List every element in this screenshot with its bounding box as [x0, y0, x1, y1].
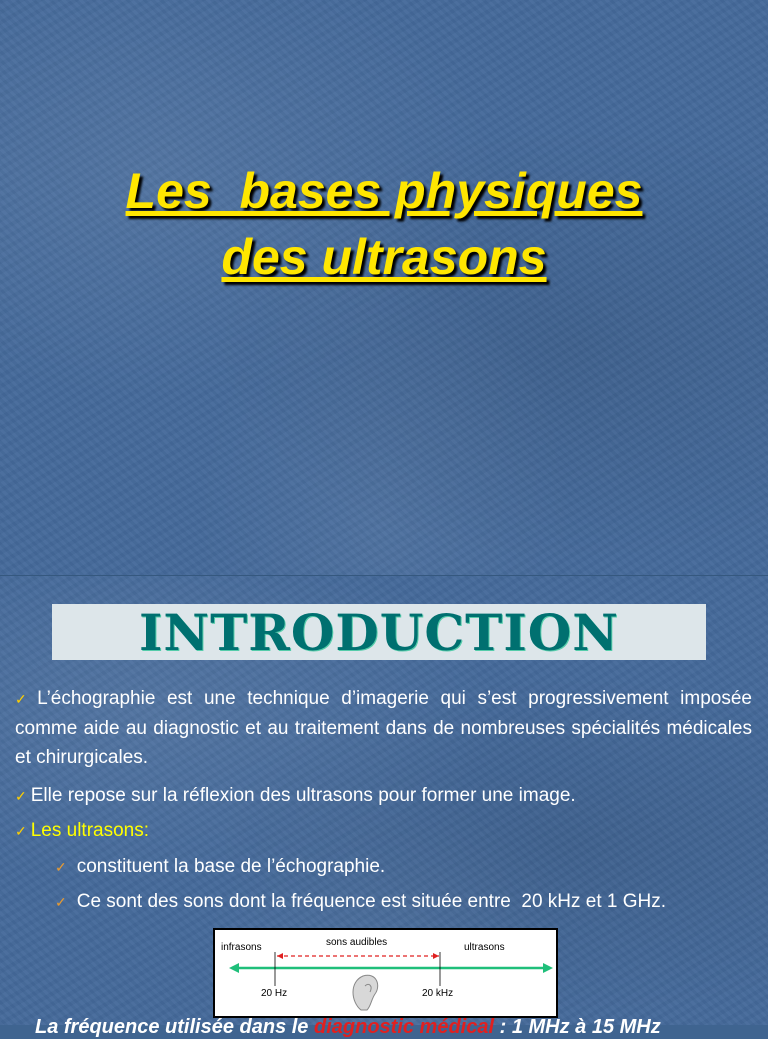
ultrasons-label: ultrasons [464, 942, 505, 953]
sons-audibles-label: sons audibles [326, 937, 388, 948]
sub-bullet-frequence [55, 887, 752, 917]
frequency-usage-text [35, 1016, 661, 1039]
sub-bullet-base [55, 852, 752, 882]
checkmark-icon: ✓ [15, 823, 27, 839]
tick-20hz-label: 20 Hz [261, 988, 288, 999]
frequency-spectrum-diagram [213, 928, 558, 1018]
audible-left-arrowhead [277, 953, 283, 959]
introduction-slide [0, 575, 768, 1038]
sub1-text: constituent la base de l’échographie. [76, 856, 386, 877]
bullet2-text: Elle repose sur la réflexion des ultrasons pour former une image. [30, 785, 576, 806]
bullet1-text: L’échographie est une technique d’imagerie qui s’est progressivement imposée comme aide au diagnostic et au traitement dans de nombreuses spécialités médicales et chirurgicales. [15, 688, 753, 768]
ear-icon [353, 975, 378, 1010]
bullet-ultrasons [15, 816, 752, 846]
tick-20khz-label: 20 kHz [422, 988, 454, 999]
usage-text-3: : 1 MHz à 15 MHz [494, 1016, 661, 1038]
usage-text-2: diagnostic médical [313, 1016, 495, 1038]
infrasons-label: infrasons [221, 942, 262, 953]
audible-right-arrowhead [433, 953, 439, 959]
slide-title [0, 158, 768, 290]
introduction-heading: INTRODUCTION [138, 603, 620, 662]
checkmark-icon: ✓ [55, 859, 67, 875]
heading-banner [52, 604, 706, 660]
axis-right-arrowhead [543, 963, 553, 973]
bullet-reflexion [15, 781, 752, 811]
axis-left-arrowhead [229, 963, 239, 973]
spectrum-svg [215, 930, 556, 1016]
checkmark-icon: ✓ [15, 691, 34, 707]
bullet3-text: Les ultrasons: [30, 820, 150, 841]
checkmark-icon: ✓ [15, 788, 27, 804]
bullet-echographie [15, 684, 752, 772]
title-line-2: des ultrasons [221, 229, 547, 285]
title-line-1: Les bases physiques [125, 163, 643, 219]
usage-text-1: La fréquence utilisée dans le [35, 1016, 314, 1038]
checkmark-icon: ✓ [55, 894, 67, 910]
sub2-text: Ce sont des sons dont la fréquence est située entre 20 kHz et 1 GHz. [76, 891, 667, 912]
